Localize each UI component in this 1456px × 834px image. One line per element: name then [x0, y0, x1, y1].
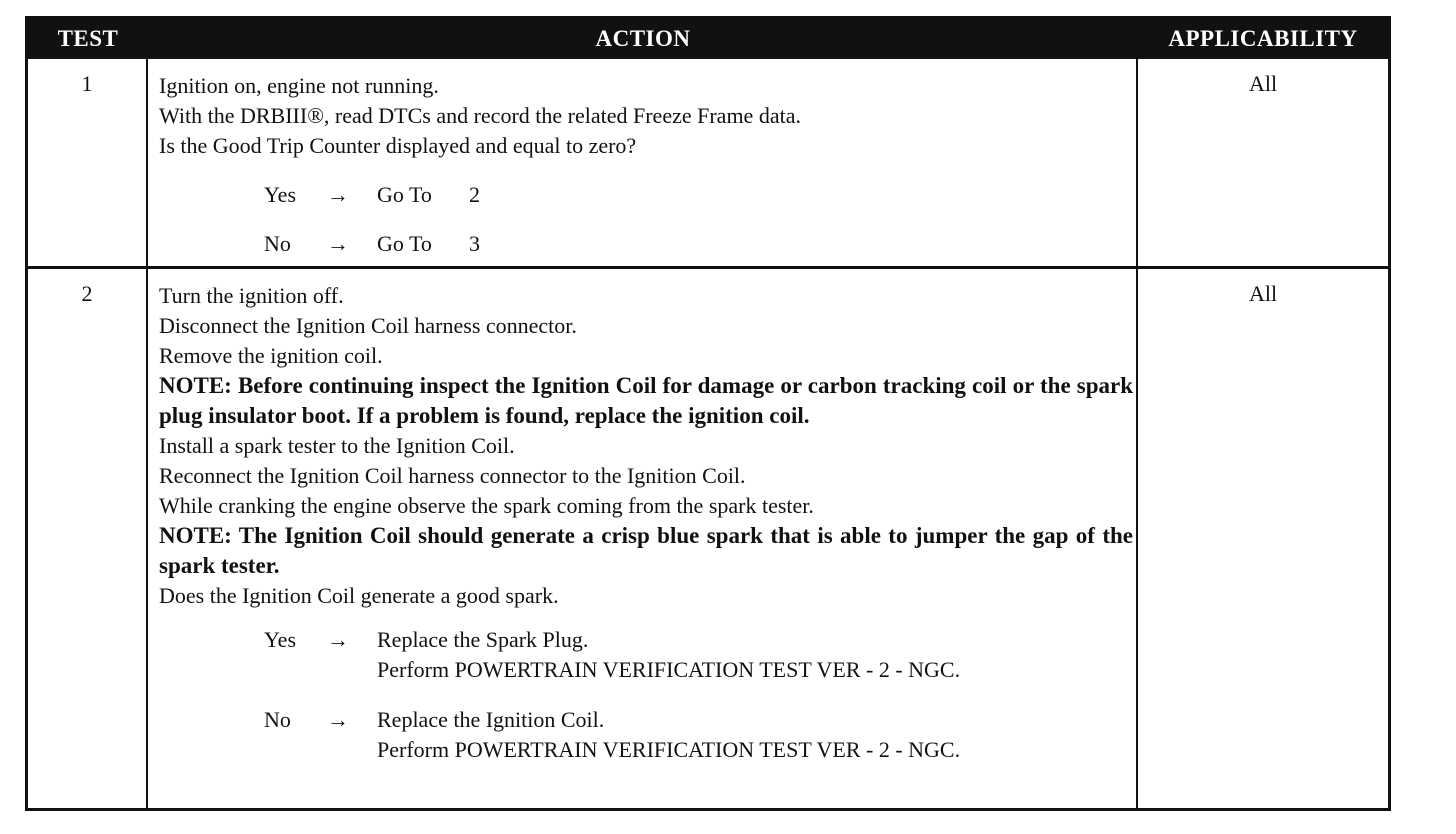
action-line: Ignition on, engine not running.	[159, 73, 439, 98]
note-damage-inspection: NOTE: Before continuing inspect the Ignition Coil for damage or carbon tracking coil or the spark plug insulator boot. If a problem is found, replace the ignition coil.	[159, 373, 1133, 428]
header-test: TEST	[57, 26, 119, 51]
choice-yes	[159, 180, 1134, 210]
header-action: ACTION	[595, 26, 691, 51]
action-cell-2	[159, 281, 1134, 765]
choice-label: Yes	[264, 627, 297, 652]
test-number-2: 2	[81, 281, 93, 306]
goto-text: Go To	[377, 231, 432, 256]
choice-yes	[159, 625, 1134, 655]
choice-yes-continuation	[159, 655, 1134, 685]
goto-text: Go To	[377, 182, 432, 207]
action-line: Remove the ignition coil.	[159, 343, 383, 368]
result-line: Replace the Spark Plug.	[377, 627, 589, 652]
note-spark-quality: NOTE: The Ignition Coil should generate a crisp blue spark that is able to jumper the gap of the spark tester.	[159, 523, 1133, 578]
action-line: Disconnect the Ignition Coil harness connector.	[159, 313, 577, 338]
choice-label: Yes	[264, 182, 297, 207]
action-line: Install a spark tester to the Ignition Coil.	[159, 433, 515, 458]
action-line: Turn the ignition off.	[159, 283, 344, 308]
result-line: Replace the Ignition Coil.	[377, 707, 605, 732]
test-number-1: 1	[81, 71, 93, 96]
action-line: Reconnect the Ignition Coil harness connector to the Ignition Coil.	[159, 463, 746, 488]
table-row-2	[28, 269, 1388, 808]
result-line: Perform POWERTRAIN VERIFICATION TEST VER - 2 - NGC.	[377, 657, 961, 682]
result-line: Perform POWERTRAIN VERIFICATION TEST VER - 2 - NGC.	[377, 737, 961, 762]
choice-label: No	[264, 231, 291, 256]
choice-no	[159, 229, 1134, 259]
arrow-icon: →	[327, 627, 349, 652]
applicability-2: All	[1248, 281, 1278, 306]
table-row-1	[28, 59, 1388, 269]
applicability-1: All	[1248, 71, 1278, 96]
action-cell-1	[159, 71, 1134, 259]
action-line: With the DRBIII®, read DTCs and record the related Freeze Frame data.	[159, 103, 801, 128]
header-applicability: APPLICABILITY	[1168, 26, 1358, 51]
action-line: While cranking the engine observe the spark coming from the spark tester.	[159, 493, 814, 518]
goto-number: 2	[469, 182, 480, 207]
arrow-icon: →	[327, 182, 349, 207]
choice-no-continuation	[159, 735, 1134, 765]
action-line: Is the Good Trip Counter displayed and equal to zero?	[159, 133, 637, 158]
choice-label: No	[264, 707, 291, 732]
table-header	[28, 19, 1388, 59]
goto-number: 3	[469, 231, 480, 256]
arrow-icon: →	[327, 707, 349, 732]
arrow-icon: →	[327, 231, 349, 256]
choice-no	[159, 705, 1134, 735]
action-question: Does the Ignition Coil generate a good spark.	[159, 583, 559, 608]
diagnostic-test-table	[25, 16, 1391, 811]
